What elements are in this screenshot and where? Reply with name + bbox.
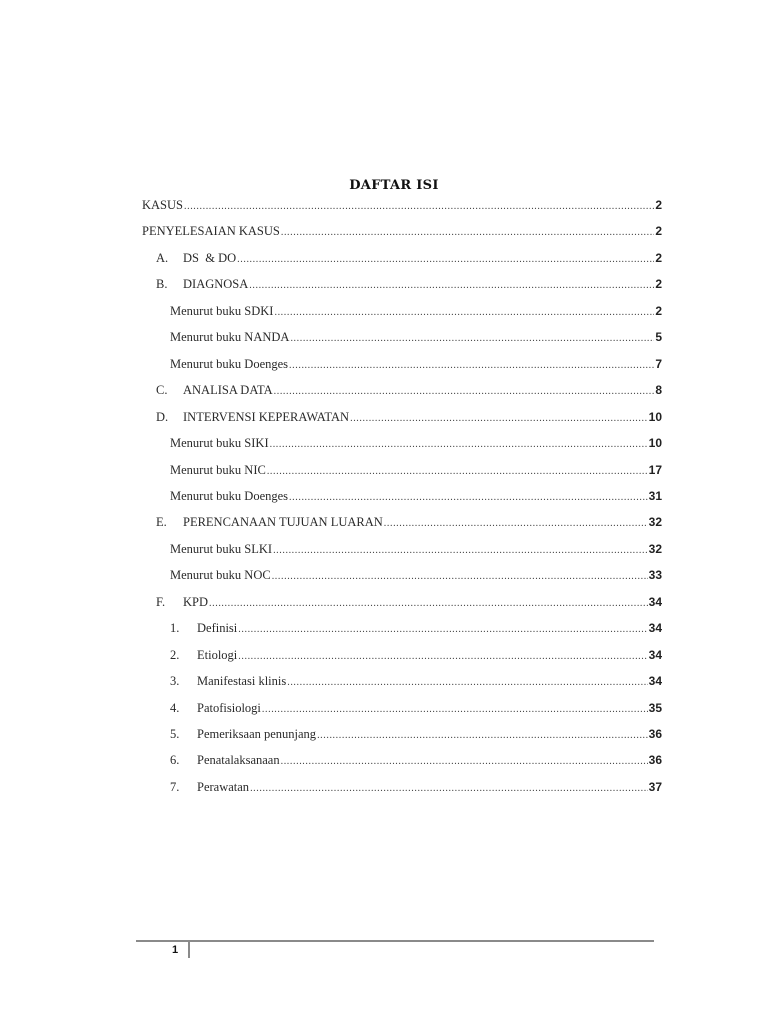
toc-dot-leader bbox=[238, 624, 647, 635]
toc-entry-marker: 2. bbox=[170, 647, 180, 662]
footer-divider bbox=[136, 940, 654, 942]
toc-dot-leader bbox=[289, 360, 654, 371]
toc-entry[interactable] bbox=[170, 436, 662, 454]
toc-entry-marker: B. bbox=[156, 277, 168, 292]
toc-entry-page-number: 10 bbox=[648, 409, 662, 424]
toc-entry-page-number: 7 bbox=[655, 356, 662, 371]
toc-entry-label: Perawatan bbox=[197, 779, 250, 794]
toc-dot-leader bbox=[184, 201, 654, 212]
toc-entry[interactable] bbox=[156, 515, 662, 533]
toc-entry-page-number: 2 bbox=[655, 250, 662, 265]
toc-dot-leader bbox=[281, 227, 654, 238]
toc-entry-label: Menurut buku SDKI bbox=[170, 303, 274, 318]
toc-entry-page-number: 31 bbox=[648, 488, 662, 503]
toc-entry-marker: 5. bbox=[170, 727, 180, 741]
toc-entry[interactable] bbox=[156, 410, 662, 428]
toc-entry-label: Menurut buku Doenges bbox=[170, 356, 289, 371]
toc-entry-page-number: 32 bbox=[648, 515, 662, 530]
toc-dot-leader bbox=[209, 598, 648, 609]
toc-entry-page-number: 10 bbox=[648, 436, 662, 451]
toc-entry-page-number: 2 bbox=[655, 277, 662, 292]
toc-dot-leader bbox=[274, 386, 655, 397]
toc-entry-marker: F. bbox=[156, 594, 166, 609]
toc-entry-label: DS & DO bbox=[183, 250, 237, 265]
toc-entry[interactable] bbox=[170, 304, 662, 322]
toc-dot-leader bbox=[317, 730, 648, 741]
toc-entry-marker: E. bbox=[156, 515, 167, 530]
toc-entry-page-number: 36 bbox=[648, 753, 662, 768]
toc-entry-page-number: 32 bbox=[648, 541, 662, 556]
toc-dot-leader bbox=[270, 439, 648, 450]
toc-entry-label: Manifestasi klinis bbox=[197, 674, 287, 689]
toc-entry[interactable] bbox=[156, 595, 662, 613]
toc-dot-leader bbox=[289, 492, 648, 503]
toc-entry[interactable] bbox=[170, 674, 662, 692]
toc-entry-page-number: 34 bbox=[648, 647, 662, 662]
toc-entry-label: KASUS bbox=[142, 198, 183, 212]
toc-entry-page-number: 8 bbox=[655, 383, 662, 398]
toc-entry-label: Patofisiologi bbox=[197, 700, 261, 715]
toc-dot-leader bbox=[350, 413, 648, 424]
toc-entry-label: DIAGNOSA bbox=[183, 277, 249, 292]
toc-entry-page-number: 34 bbox=[648, 674, 662, 689]
toc-dot-leader bbox=[273, 545, 648, 556]
toc-entry[interactable] bbox=[170, 701, 662, 719]
toc-entry[interactable] bbox=[170, 542, 662, 560]
toc-dot-leader bbox=[272, 571, 648, 582]
toc-entry-label: Etiologi bbox=[197, 647, 238, 662]
toc-entry-label: Penatalaksanaan bbox=[197, 753, 280, 768]
toc-dot-leader bbox=[267, 466, 648, 477]
toc-entry-marker: 4. bbox=[170, 700, 180, 715]
toc-entry-page-number: 34 bbox=[648, 621, 662, 636]
toc-entry-page-number: 33 bbox=[648, 568, 662, 583]
toc-entry-label: KPD bbox=[183, 594, 209, 609]
toc-entry-label: INTERVENSI KEPERAWATAN bbox=[183, 409, 350, 424]
toc-entry[interactable] bbox=[156, 251, 662, 269]
toc-entry[interactable] bbox=[170, 489, 662, 507]
toc-entry-marker: D. bbox=[156, 409, 169, 424]
toc-entry-label: Menurut buku NIC bbox=[170, 462, 266, 477]
toc-dot-leader bbox=[249, 280, 654, 291]
toc-dot-leader bbox=[238, 651, 647, 662]
toc-entry-label: PERENCANAAN TUJUAN LUARAN bbox=[183, 515, 383, 530]
toc-entry[interactable] bbox=[170, 330, 662, 348]
toc-entry-label: Menurut buku SIKI bbox=[170, 436, 269, 451]
toc-entry-marker: A. bbox=[156, 250, 169, 265]
toc-entry[interactable] bbox=[170, 753, 662, 771]
footer-page-separator bbox=[188, 941, 190, 958]
toc-dot-leader bbox=[262, 704, 648, 715]
toc-entry-marker: 1. bbox=[170, 621, 180, 636]
toc-entry-page-number: 37 bbox=[648, 779, 662, 794]
toc-dot-leader bbox=[274, 307, 654, 318]
toc-dot-leader bbox=[384, 518, 648, 529]
toc-entry[interactable] bbox=[170, 727, 662, 745]
toc-entry[interactable] bbox=[170, 463, 662, 481]
toc-entry[interactable] bbox=[142, 198, 662, 216]
toc-entry-label: Definisi bbox=[197, 621, 238, 636]
toc-entry[interactable] bbox=[156, 277, 662, 295]
toc-entry[interactable] bbox=[170, 648, 662, 666]
toc-entry-marker: 3. bbox=[170, 674, 180, 689]
toc-entry-page-number: 35 bbox=[648, 700, 662, 715]
toc-entry[interactable] bbox=[170, 780, 662, 798]
toc-entry-label: Pemeriksaan penunjang bbox=[197, 727, 317, 741]
toc-entry-marker: C. bbox=[156, 383, 168, 398]
toc-entry-page-number: 2 bbox=[655, 198, 662, 212]
toc-entry-label: Menurut buku NOC bbox=[170, 568, 271, 583]
toc-dot-leader bbox=[290, 333, 654, 344]
toc-entry[interactable] bbox=[142, 224, 662, 242]
toc-dot-leader bbox=[287, 677, 647, 688]
toc-entry-label: PENYELESAIAN KASUS bbox=[142, 224, 280, 239]
toc-entry[interactable] bbox=[170, 357, 662, 375]
toc-entry-page-number: 2 bbox=[655, 303, 662, 318]
toc-entry-marker: 7. bbox=[170, 779, 180, 794]
toc-entry-page-number: 34 bbox=[648, 594, 662, 609]
toc-entry[interactable] bbox=[156, 383, 662, 401]
toc-entry-label: ANALISA DATA bbox=[183, 383, 273, 398]
toc-entry-page-number: 2 bbox=[655, 224, 662, 239]
toc-entry-label: Menurut buku SLKI bbox=[170, 541, 273, 556]
toc-entry-page-number: 5 bbox=[655, 330, 662, 345]
toc-dot-leader bbox=[281, 756, 648, 767]
toc-entry-label: Menurut buku NANDA bbox=[170, 330, 290, 345]
toc-dot-leader bbox=[237, 254, 654, 265]
toc-entry-label: Menurut buku Doenges bbox=[170, 488, 289, 503]
toc-title: DAFTAR ISI bbox=[349, 178, 439, 193]
toc-entry-page-number: 17 bbox=[648, 462, 662, 477]
toc-entry-page-number: 36 bbox=[648, 727, 662, 741]
toc-entry[interactable] bbox=[170, 568, 662, 586]
toc-entry-marker: 6. bbox=[170, 753, 180, 768]
toc-entry[interactable] bbox=[170, 621, 662, 639]
toc-dot-leader bbox=[250, 783, 648, 794]
page-number: 1 bbox=[172, 944, 179, 956]
